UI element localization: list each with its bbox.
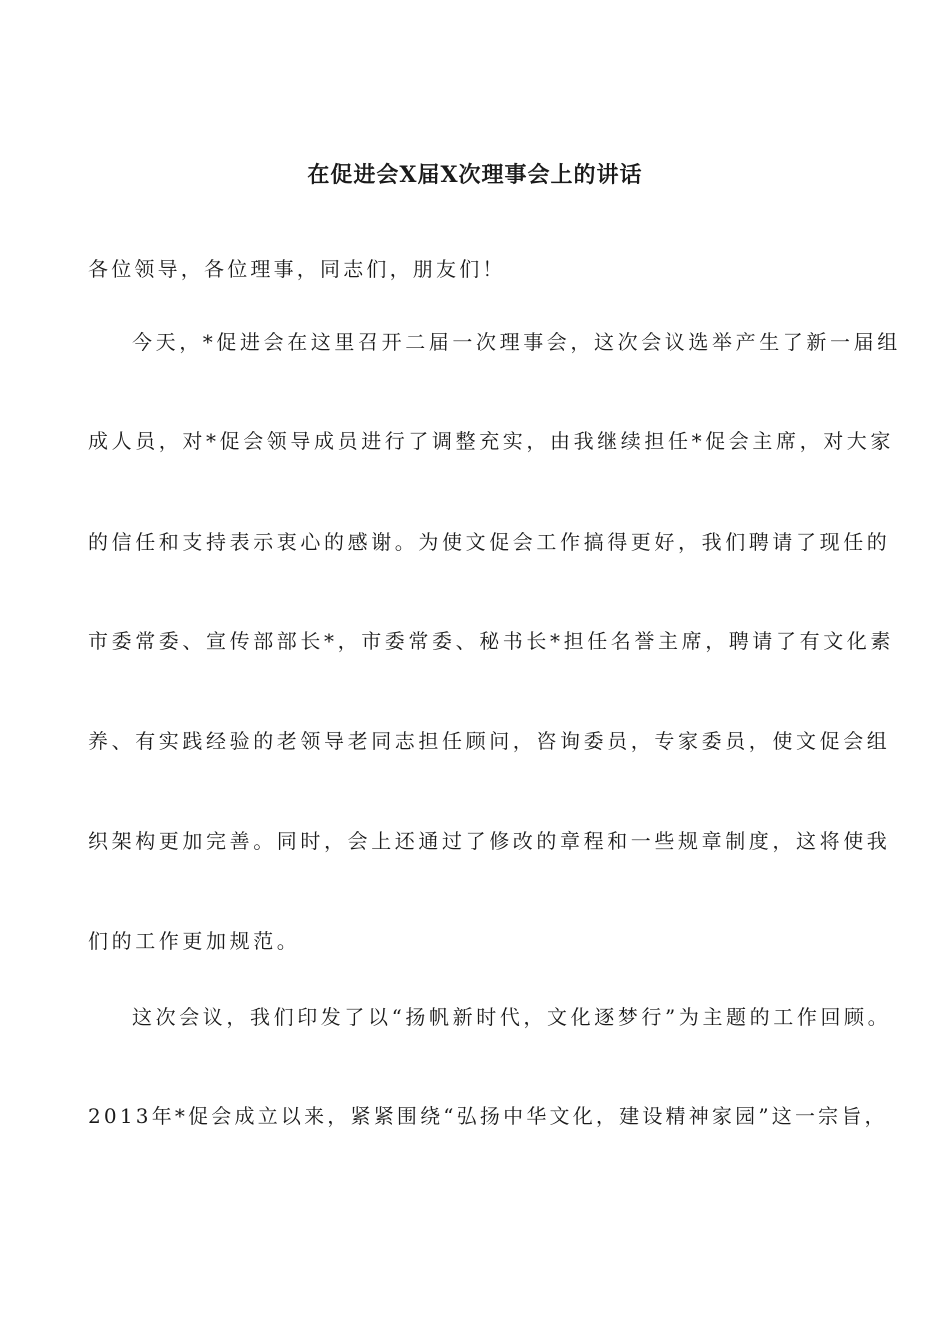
paragraph-line: 的信任和支持表示衷心的感谢。为使文促会工作搞得更好，我们聘请了现任的 <box>88 530 891 554</box>
paragraph-line: 这次会议，我们印发了以“扬帆新时代，文化逐梦行”为主题的工作回顾。 <box>132 1005 892 1029</box>
paragraph-line: 养、有实践经验的老领导老同志担任顾问，咨询委员，专家委员，使文促会组 <box>88 729 891 753</box>
paragraph-line: 们的工作更加规范。 <box>88 929 301 953</box>
salutation: 各位领导，各位理事，同志们，朋友们！ <box>88 257 506 281</box>
paragraph-line: 织架构更加完善。同时，会上还通过了修改的章程和一些规章制度，这将使我 <box>88 829 891 853</box>
paragraph-line: 市委常委、宣传部部长*，市委常委、秘书长*担任名誉主席，聘请了有文化素 <box>88 629 894 653</box>
paragraph-line: 成人员，对*促会领导成员进行了调整充实，由我继续担任*促会主席，对大家 <box>88 429 894 453</box>
page-title: 在促进会X届X次理事会上的讲话 <box>307 162 643 188</box>
paragraph-line: 今天，*促进会在这里召开二届一次理事会，这次会议选举产生了新一届组 <box>132 330 901 354</box>
paragraph-line: 2013年*促会成立以来，紧紧围绕“弘扬中华文化，建设精神家园”这一宗旨， <box>88 1104 888 1128</box>
